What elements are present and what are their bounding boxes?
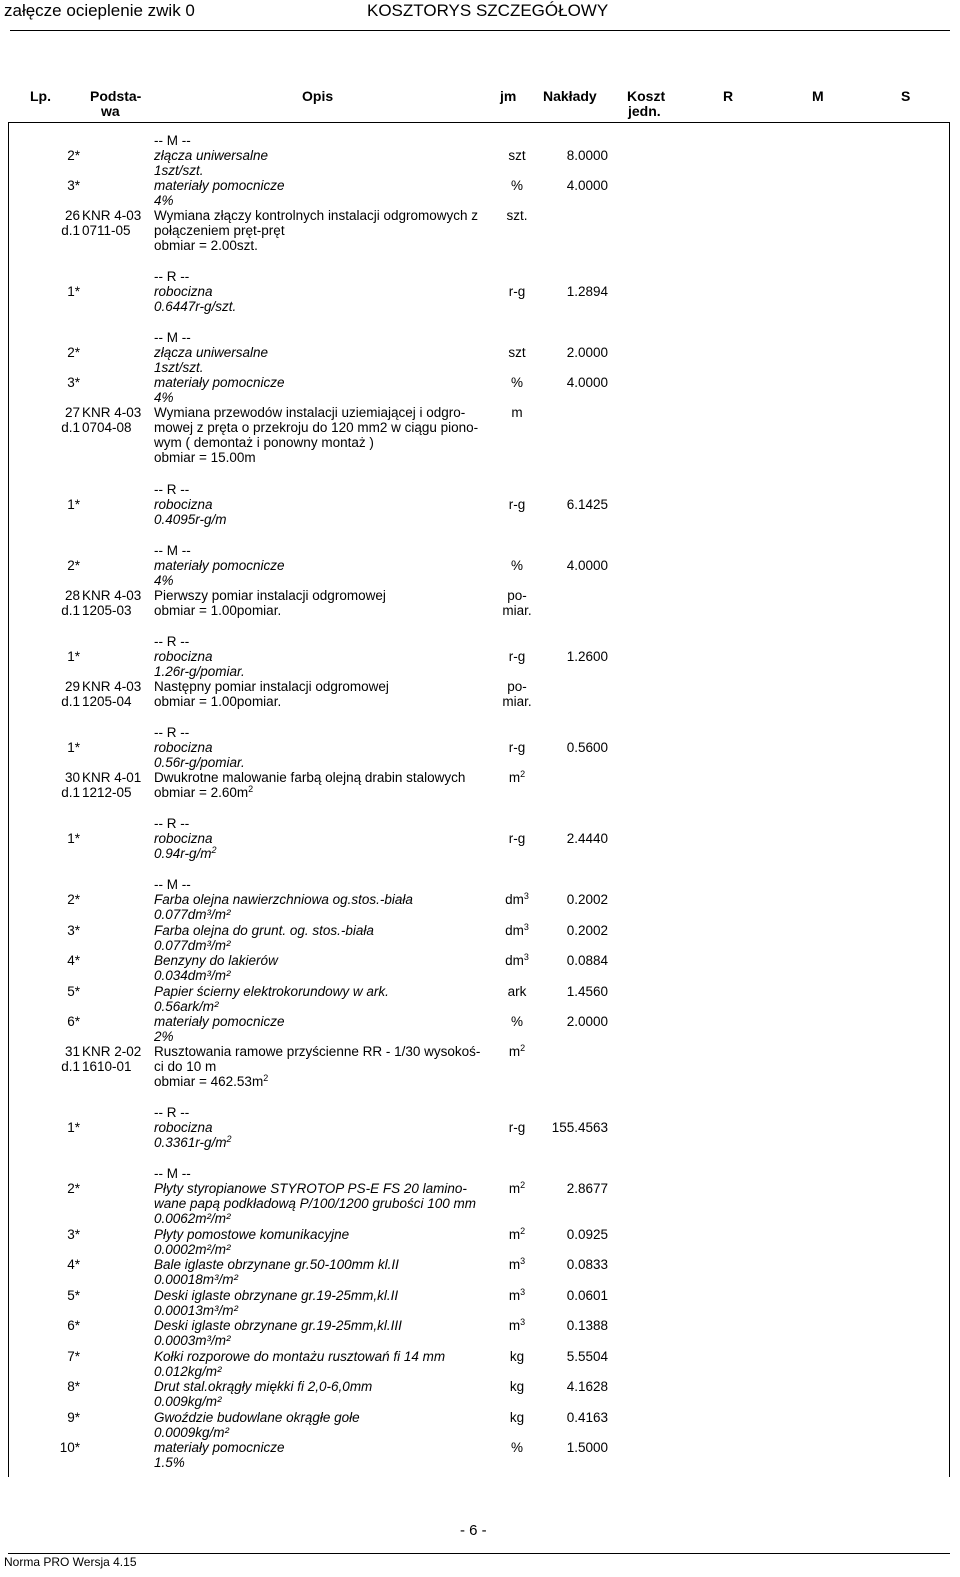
col-header-desc: Opis: [302, 88, 334, 104]
row-description: 0.077dm³/m²: [154, 907, 231, 922]
row-unit: po-: [507, 679, 527, 694]
row-description: 0.0003m³/m²: [154, 1333, 231, 1348]
row-description: obmiar = 1.00pomiar.: [154, 694, 282, 709]
row-unit: szt: [508, 148, 526, 163]
row-base: 1610-01: [82, 1059, 132, 1074]
row-lp: 26: [64, 208, 80, 223]
row-description: 1szt/szt.: [154, 360, 204, 375]
row-lp: 1*: [67, 1120, 80, 1135]
row-quantity: 0.5600: [566, 740, 608, 755]
row-base: 0711-05: [82, 223, 131, 238]
row-quantity: 1.2600: [566, 649, 608, 664]
row-description: obmiar = $2.60m^2$: [154, 784, 254, 800]
row-description: Pierwszy pomiar instalacji odgromowej: [154, 588, 386, 603]
row-base: 0704-08: [82, 420, 132, 435]
row-description: Płyty styropianowe STYROTOP PS-E FS 20 lamino-: [154, 1181, 467, 1196]
row-lp: d.1: [61, 694, 80, 709]
row-description: 0.077dm³/m²: [154, 938, 231, 953]
col-header-base-line1: Podsta-: [90, 88, 142, 104]
row-unit: miar.: [502, 603, 532, 618]
row-description: 0.012kg/m²: [154, 1364, 222, 1379]
row-lp: 5*: [67, 1288, 80, 1303]
row-description: Rusztowania ramowe przyścienne RR - 1/30 wysokoś-: [154, 1044, 481, 1059]
col-header-m: M: [812, 88, 824, 104]
row-lp: 2*: [67, 558, 80, 573]
col-header-naklady: Nakłady: [543, 88, 597, 104]
row-lp: 2*: [67, 1181, 80, 1196]
row-description: obmiar = 2.00szt.: [154, 238, 258, 253]
row-unit: %: [510, 1440, 523, 1455]
row-unit: r-g: [508, 831, 526, 846]
row-unit: r-g: [508, 1120, 526, 1135]
row-unit: r-g: [508, 497, 526, 512]
row-lp: 30: [64, 770, 80, 785]
row-quantity: 1.2894: [566, 284, 608, 299]
col-header-s: S: [901, 88, 911, 104]
row-lp: 4*: [67, 953, 80, 968]
row-description: materiały pomocnicze: [154, 375, 285, 390]
row-description: 4%: [154, 573, 174, 588]
row-description: Farba olejna do grunt. og. stos.-biała: [154, 923, 374, 938]
row-description: 0.0009kg/m²: [154, 1425, 230, 1440]
col-header-koszt-line2: jedn.: [628, 103, 661, 119]
row-description: 0.0002m²/m²: [154, 1242, 231, 1257]
software-version: Norma PRO Wersja 4.15: [4, 1555, 137, 1569]
row-quantity: 0.2002: [566, 923, 608, 938]
row-lp: 1*: [67, 740, 80, 755]
row-description: Farba olejna nawierzchniowa og.stos.-biała: [154, 892, 413, 907]
col-header-base-line2: wa: [101, 103, 120, 119]
row-lp: 2*: [67, 148, 80, 163]
row-description: $0.3361r-g/m^2$: [154, 1134, 232, 1150]
row-unit: ark: [507, 984, 527, 999]
row-lp: 3*: [67, 375, 80, 390]
row-lp: 6*: [67, 1014, 80, 1029]
row-quantity: 4.0000: [566, 558, 608, 573]
row-quantity: 2.0000: [566, 345, 608, 360]
row-quantity: 4.0000: [566, 178, 608, 193]
row-lp: d.1: [61, 420, 80, 435]
row-lp: 29: [64, 679, 80, 694]
table-left-border: [8, 122, 9, 1477]
row-lp: 3*: [67, 178, 80, 193]
row-quantity: 8.0000: [566, 148, 608, 163]
row-lp: 9*: [67, 1410, 80, 1425]
row-lp: d.1: [61, 785, 80, 800]
row-unit: miar.: [502, 694, 532, 709]
row-description: 1szt/szt.: [154, 163, 204, 178]
row-description: Drut stal.okrągły miękki fi 2,0-6,0mm: [154, 1379, 373, 1394]
row-unit: %: [510, 178, 523, 193]
row-description: Wymiana złączy kontrolnych instalacji odgromowych z: [154, 208, 478, 223]
row-unit: $m^2$: [508, 769, 526, 785]
row-lp: 1*: [67, 649, 80, 664]
row-description: Dwukrotne malowanie farbą olejną drabin stalowych: [154, 770, 466, 785]
row-description: -- M --: [154, 1166, 191, 1181]
row-description: 1.26r-g/pomiar.: [154, 664, 245, 679]
row-description: 1.5%: [154, 1455, 185, 1470]
row-lp: d.1: [61, 223, 80, 238]
row-quantity: 0.0833: [566, 1257, 608, 1272]
row-description: 0.56ark/m²: [154, 999, 219, 1014]
row-description: 0.009kg/m²: [154, 1394, 222, 1409]
row-description: Następny pomiar instalacji odgromowej: [154, 679, 389, 694]
row-description: -- R --: [154, 634, 190, 649]
col-header-jm: jm: [500, 88, 517, 104]
row-description: materiały pomocnicze: [154, 178, 285, 193]
row-description: robocizna: [154, 497, 213, 512]
row-description: Gwoździe budowlane okrągłe gołe: [154, 1410, 360, 1425]
row-lp: 8*: [67, 1379, 80, 1394]
row-unit: $m^2$: [508, 1180, 526, 1196]
row-unit: %: [510, 1014, 523, 1029]
row-unit: kg: [509, 1379, 525, 1394]
row-unit: $m^3$: [508, 1287, 526, 1303]
report-type-title: KOSZTORYS SZCZEGÓŁOWY: [367, 1, 609, 20]
row-lp: 6*: [67, 1318, 80, 1333]
row-description: 0.4095r-g/m: [154, 512, 227, 527]
row-lp: 10*: [59, 1440, 80, 1455]
row-unit: $m^3$: [508, 1256, 526, 1272]
row-description: wym ( demontaż i ponowny montaż ): [154, 435, 374, 450]
row-quantity: 155.4563: [551, 1120, 608, 1135]
row-description: wane papą podkładową P/100/1200 grubości 100 mm: [154, 1196, 476, 1211]
row-lp: 31: [64, 1044, 80, 1059]
row-quantity: 2.8677: [566, 1181, 608, 1196]
row-unit: po-: [507, 588, 527, 603]
row-base: 1205-03: [82, 603, 132, 618]
row-quantity: 0.0601: [566, 1288, 608, 1303]
row-lp: 3*: [67, 923, 80, 938]
row-description: -- R --: [154, 482, 190, 497]
row-lp: 4*: [67, 1257, 80, 1272]
row-lp: 5*: [67, 984, 80, 999]
row-unit: kg: [509, 1349, 525, 1364]
table-header-rule: [8, 122, 950, 123]
row-description: $0.94r-g/m^2$: [154, 845, 217, 861]
row-quantity: 2.4440: [566, 831, 608, 846]
row-base: 1205-04: [82, 694, 132, 709]
row-quantity: 6.1425: [566, 497, 608, 512]
row-description: materiały pomocnicze: [154, 1440, 285, 1455]
row-quantity: 1.5000: [566, 1440, 608, 1455]
row-description: -- R --: [154, 725, 190, 740]
row-unit: $dm^3$: [505, 952, 529, 968]
row-description: robocizna: [154, 649, 213, 664]
row-lp: 1*: [67, 831, 80, 846]
row-description: Deski iglaste obrzynane gr.19-25mm,kl.II: [154, 1288, 399, 1303]
row-description: Bale iglaste obrzynane gr.50-100mm kl.II: [154, 1257, 399, 1272]
row-description: -- M --: [154, 330, 191, 345]
row-description: robocizna: [154, 831, 213, 846]
footer-rule: [8, 1553, 950, 1554]
page-number: - 6 -: [460, 1522, 487, 1539]
row-base: KNR 4-03: [82, 679, 142, 694]
row-base: KNR 2-02: [82, 1044, 142, 1059]
row-description: Płyty pomostowe komunikacyjne: [154, 1227, 350, 1242]
row-quantity: 0.1388: [566, 1318, 608, 1333]
header-rule: [10, 30, 950, 31]
row-lp: 28: [64, 588, 80, 603]
row-description: 0.0062m²/m²: [154, 1211, 231, 1226]
col-header-koszt-line1: Koszt: [627, 88, 666, 104]
row-lp: 27: [64, 405, 80, 420]
row-description: robocizna: [154, 284, 213, 299]
row-description: 0.56r-g/pomiar.: [154, 755, 245, 770]
row-lp: 1*: [67, 497, 80, 512]
row-unit: $m^3$: [508, 1317, 526, 1333]
row-unit: %: [510, 558, 523, 573]
row-unit: r-g: [508, 284, 526, 299]
row-unit: $dm^3$: [505, 922, 529, 938]
row-quantity: 2.0000: [566, 1014, 608, 1029]
row-base: 1212-05: [82, 785, 132, 800]
row-unit: r-g: [508, 649, 526, 664]
row-base: KNR 4-03: [82, 405, 142, 420]
row-description: Kołki rozporowe do montażu rusztowań fi 14 mm: [154, 1349, 446, 1364]
row-description: materiały pomocnicze: [154, 558, 285, 573]
row-unit: m: [511, 405, 523, 420]
row-unit: kg: [509, 1410, 525, 1425]
row-unit: szt.: [506, 208, 528, 223]
row-description: 0.00013m³/m²: [154, 1303, 239, 1318]
row-description: -- M --: [154, 133, 191, 148]
row-quantity: 0.2002: [566, 892, 608, 907]
row-quantity: 0.4163: [566, 1410, 608, 1425]
row-unit: szt: [508, 345, 526, 360]
row-unit: $m^2$: [508, 1043, 526, 1059]
row-description: obmiar = $462.53m^2$: [154, 1073, 269, 1089]
row-base: KNR 4-01: [82, 770, 142, 785]
row-description: 4%: [154, 193, 174, 208]
row-description: ci do 10 m: [154, 1059, 217, 1074]
row-description: robocizna: [154, 1120, 213, 1135]
row-lp: d.1: [61, 1059, 80, 1074]
row-lp: 2*: [67, 345, 80, 360]
row-description: -- R --: [154, 816, 190, 831]
row-description: -- R --: [154, 1105, 190, 1120]
row-description: 0.034dm³/m²: [154, 968, 231, 983]
row-description: Papier ścierny elektrokorundowy w ark.: [154, 984, 389, 999]
col-header-r: R: [723, 88, 734, 104]
row-description: Wymiana przewodów instalacji uziemiającej i odgro-: [154, 405, 466, 420]
document-title: załęcze ocieplenie zwik 0: [4, 1, 195, 20]
row-quantity: 1.4560: [566, 984, 608, 999]
row-description: -- R --: [154, 269, 190, 284]
row-description: mowej z pręta o przekroju do 120 mm2 w ciągu piono-: [154, 420, 479, 435]
row-base: KNR 4-03: [82, 588, 142, 603]
row-lp: d.1: [61, 603, 80, 618]
row-description: 4%: [154, 390, 174, 405]
row-description: materiały pomocnicze: [154, 1014, 285, 1029]
row-description: robocizna: [154, 740, 213, 755]
row-quantity: 4.0000: [566, 375, 608, 390]
row-description: obmiar = 15.00m: [154, 450, 256, 465]
row-unit: $dm^3$: [505, 891, 529, 907]
row-lp: 3*: [67, 1227, 80, 1242]
row-quantity: 4.1628: [566, 1379, 608, 1394]
row-description: złącza uniwersalne: [154, 345, 269, 360]
row-description: połączeniem pręt-pręt: [154, 223, 285, 238]
row-quantity: 0.0884: [566, 953, 608, 968]
row-lp: 2*: [67, 892, 80, 907]
row-description: Benzyny do lakierów: [154, 953, 278, 968]
row-quantity: 5.5504: [566, 1349, 608, 1364]
row-lp: 7*: [67, 1349, 80, 1364]
row-description: -- M --: [154, 877, 191, 892]
row-description: -- M --: [154, 543, 191, 558]
row-description: obmiar = 1.00pomiar.: [154, 603, 282, 618]
row-unit: r-g: [508, 740, 526, 755]
row-unit: %: [510, 375, 523, 390]
col-header-lp: Lp.: [30, 88, 51, 104]
table-right-border: [949, 122, 950, 1477]
row-base: KNR 4-03: [82, 208, 142, 223]
row-description: 0.6447r-g/szt.: [154, 299, 237, 314]
row-unit: $m^2$: [508, 1226, 526, 1242]
row-description: złącza uniwersalne: [154, 148, 269, 163]
row-quantity: 0.0925: [566, 1227, 608, 1242]
row-description: 2%: [154, 1029, 174, 1044]
row-description: Deski iglaste obrzynane gr.19-25mm,kl.III: [154, 1318, 402, 1333]
row-lp: 1*: [67, 284, 80, 299]
row-description: 0.00018m³/m²: [154, 1272, 239, 1287]
